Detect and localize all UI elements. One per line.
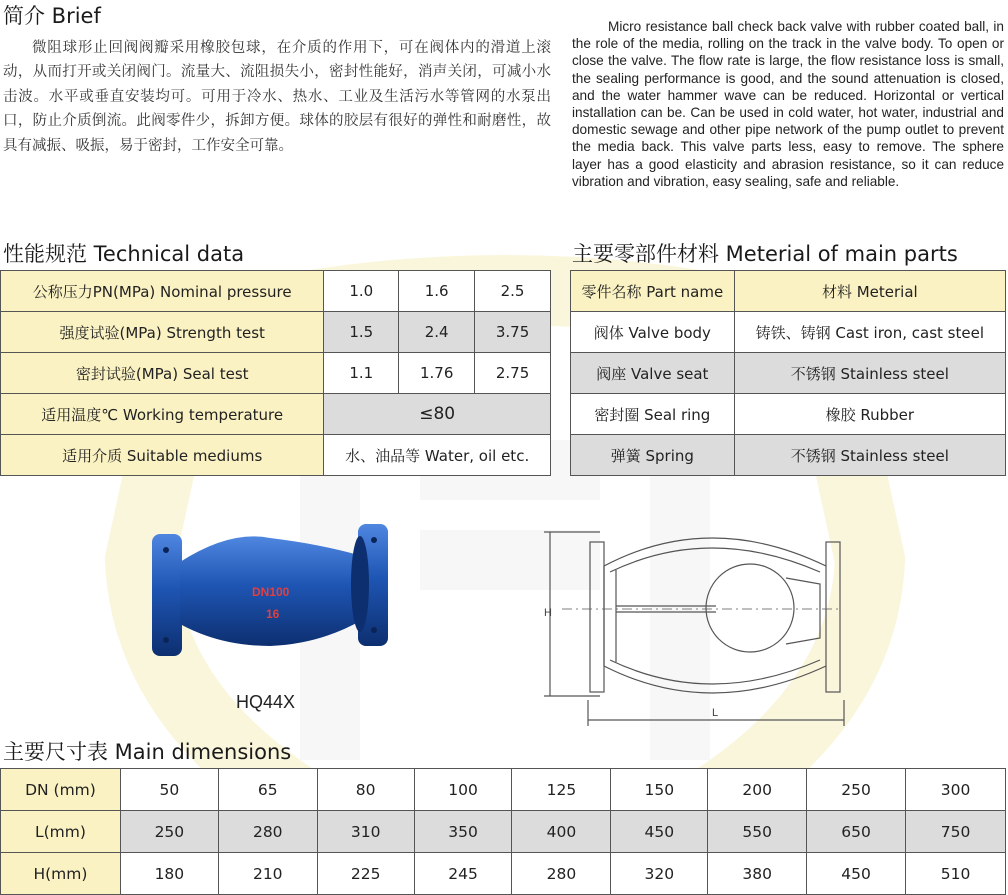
dims-cell: 310 bbox=[317, 811, 414, 853]
table-row bbox=[571, 271, 1006, 312]
part-name: 阀座 Valve seat bbox=[571, 353, 735, 394]
dims-cell: 100 bbox=[414, 769, 512, 811]
brief-title: 简介 Brief bbox=[3, 4, 101, 28]
brief-text-cn: 微阻球形止回阀阀瓣采用橡胶包球，在介质的作用下，可在阀体内的滑道上滚动，从而打开或关闭阀门。流量大、流阻损失小，密封性能好，消声关闭，可减小水击波。水平或垂直安装均可。可用于冷水、热水、工业及生活污水等管网的水泵出口，防止介质倒流。此阀零件少，拆卸方便。球体的胶层有很好的弹性和耐磨性，故具有减振、吸振，易于密封，工作安全可靠。 bbox=[3, 40, 551, 154]
dims-cell: 245 bbox=[414, 853, 512, 895]
dims-cell: 450 bbox=[611, 811, 708, 853]
tech-value: 3.75 bbox=[475, 312, 551, 353]
part-name: 阀体 Valve body bbox=[571, 312, 735, 353]
dims-cell: 750 bbox=[906, 811, 1006, 853]
dims-cell: 250 bbox=[120, 811, 218, 853]
dims-cell: 50 bbox=[120, 769, 218, 811]
dims-cell: 650 bbox=[807, 811, 906, 853]
table-row bbox=[1, 353, 551, 394]
tech-label: 公称压力PN(MPa) Nominal pressure bbox=[1, 271, 324, 312]
tech-value: 2.75 bbox=[475, 353, 551, 394]
table-row bbox=[1, 435, 551, 476]
dims-cell: 350 bbox=[414, 811, 512, 853]
dimensions-title: 主要尺寸表 Main dimensions bbox=[3, 740, 292, 764]
dims-cell: 150 bbox=[611, 769, 708, 811]
materials-header-material: 材料 Meterial bbox=[734, 271, 1005, 312]
dims-cell: 550 bbox=[708, 811, 807, 853]
table-row bbox=[1, 811, 1006, 853]
table-row bbox=[571, 435, 1006, 476]
tech-label: 适用温度℃ Working temperature bbox=[1, 394, 324, 435]
dims-cell: 280 bbox=[218, 811, 317, 853]
dims-label: DN (mm) bbox=[1, 769, 121, 811]
dims-cell: 250 bbox=[807, 769, 906, 811]
part-material: 铸铁、铸钢 Cast iron, cast steel bbox=[734, 312, 1005, 353]
dims-cell: 280 bbox=[512, 853, 611, 895]
table-row bbox=[571, 353, 1006, 394]
dims-cell: 210 bbox=[218, 853, 317, 895]
part-material: 不锈钢 Stainless steel bbox=[734, 435, 1005, 476]
dims-cell: 125 bbox=[512, 769, 611, 811]
table-row bbox=[1, 271, 551, 312]
part-name: 密封圈 Seal ring bbox=[571, 394, 735, 435]
tech-value: 1.6 bbox=[399, 271, 475, 312]
dims-cell: 510 bbox=[906, 853, 1006, 895]
materials-table bbox=[570, 270, 1006, 476]
tech-value: 1.5 bbox=[324, 312, 399, 353]
table-row bbox=[1, 853, 1006, 895]
dims-cell: 200 bbox=[708, 769, 807, 811]
part-material: 橡胶 Rubber bbox=[734, 394, 1005, 435]
dims-label: H(mm) bbox=[1, 853, 121, 895]
dims-cell: 300 bbox=[906, 769, 1006, 811]
casting-pressure: 16 bbox=[266, 607, 280, 621]
materials-header-part: 零件名称 Part name bbox=[571, 271, 735, 312]
valve-section-drawing bbox=[540, 520, 860, 730]
dims-cell: 320 bbox=[611, 853, 708, 895]
tech-value: 水、油品等 Water, oil etc. bbox=[324, 435, 551, 476]
technical-title: 性能规范 Technical data bbox=[3, 242, 245, 266]
tech-value: 2.5 bbox=[475, 271, 551, 312]
casting-text: DN100 bbox=[252, 585, 290, 599]
dims-cell: 225 bbox=[317, 853, 414, 895]
tech-label: 强度试验(MPa) Strength test bbox=[1, 312, 324, 353]
tech-value: ≤80 bbox=[324, 394, 551, 435]
dims-label: L(mm) bbox=[1, 811, 121, 853]
dims-cell: 450 bbox=[807, 853, 906, 895]
model-label: HQ44X bbox=[236, 692, 296, 712]
table-row bbox=[1, 394, 551, 435]
brief-text-en: Micro resistance ball check back valve with rubber coated ball, in the role of the media, rolling on the track in the valve body. To open or close the valve. The flow rate is large, the flow resistance loss is small, the sealing performance is good, and the sound attenuation is closed, and the water hammer wave can be reduced. Horizontal or vertical installation can be. Can be used in cold water, hot water, industrial and domestic sewage and other pipe network of the pump outlet to prevent the media back. This valve parts less, easy to remove. The sphere layer has a good elasticity and abrasion resistance, so it can reduce vibration and vibration, easy sealing, safe and reliable. bbox=[572, 19, 1004, 189]
part-name: 弹簧 Spring bbox=[571, 435, 735, 476]
tech-value: 1.76 bbox=[399, 353, 475, 394]
tech-label: 密封试验(MPa) Seal test bbox=[1, 353, 324, 394]
dims-cell: 380 bbox=[708, 853, 807, 895]
part-material: 不锈钢 Stainless steel bbox=[734, 353, 1005, 394]
dims-cell: 80 bbox=[317, 769, 414, 811]
dims-cell: 400 bbox=[512, 811, 611, 853]
dimension-h-label: H bbox=[544, 607, 552, 619]
table-row bbox=[1, 769, 1006, 811]
tech-value: 2.4 bbox=[399, 312, 475, 353]
table-row bbox=[571, 312, 1006, 353]
materials-title: 主要零部件材料 Meterial of main parts bbox=[572, 242, 958, 266]
dims-cell: 180 bbox=[120, 853, 218, 895]
tech-value: 1.1 bbox=[324, 353, 399, 394]
tech-label: 适用介质 Suitable mediums bbox=[1, 435, 324, 476]
table-row bbox=[1, 312, 551, 353]
valve-product-image bbox=[150, 520, 390, 660]
dimensions-table bbox=[0, 768, 1006, 895]
dimension-l-label: L bbox=[712, 707, 719, 719]
tech-value: 1.0 bbox=[324, 271, 399, 312]
dims-cell: 65 bbox=[218, 769, 317, 811]
table-row bbox=[571, 394, 1006, 435]
technical-table bbox=[0, 270, 551, 476]
